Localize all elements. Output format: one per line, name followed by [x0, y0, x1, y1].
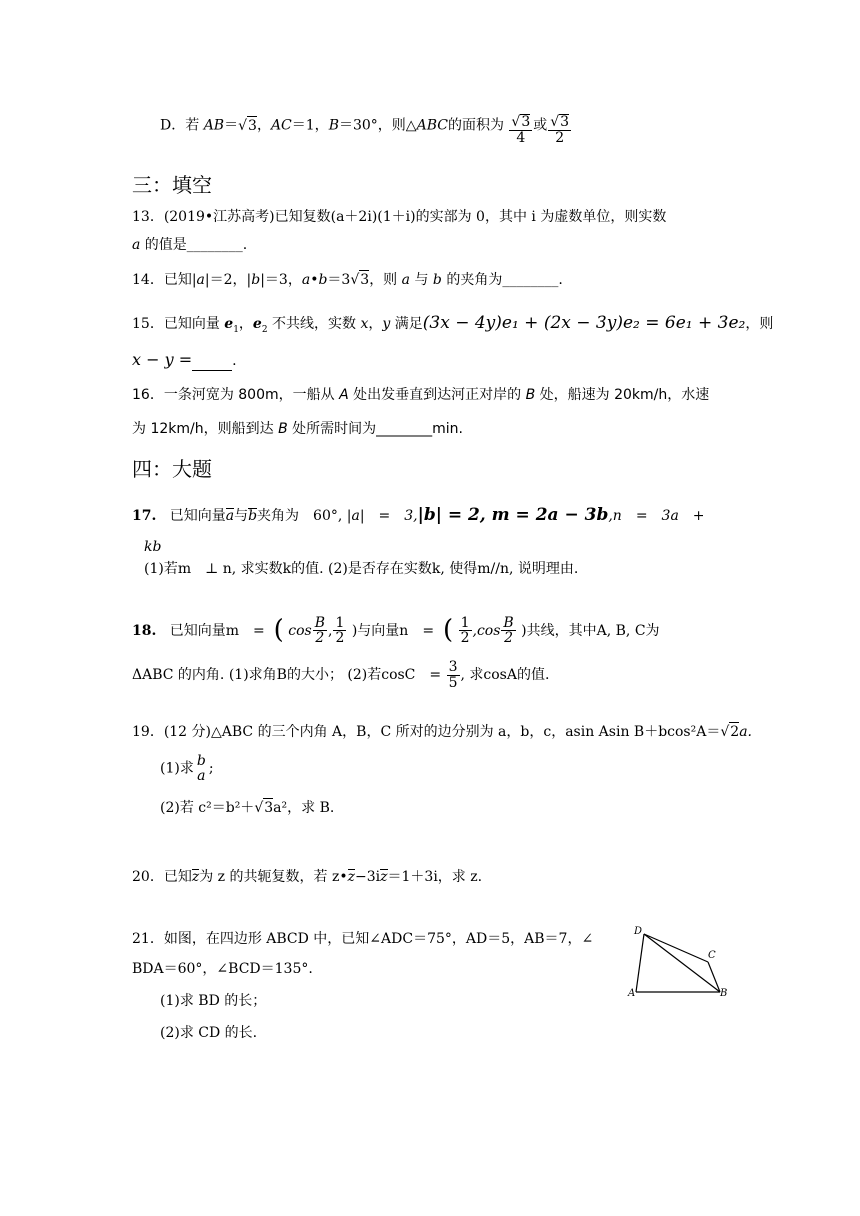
sqrt-icon: √	[720, 724, 730, 740]
var-abc: ABC	[416, 117, 448, 134]
sqrt-icon: √	[350, 272, 360, 288]
label-c: C	[708, 950, 716, 961]
label-b: B	[720, 988, 728, 999]
q19-part1: (1)求 b a ;	[160, 753, 214, 784]
q21-part1: (1)求 BD 的长；	[160, 993, 267, 1009]
q13-blank-text: 的值是________.	[140, 237, 248, 253]
q21-part2: (2)求 CD 的长.	[160, 1025, 258, 1041]
q14: 14．已知|a|＝2，|b|＝3，a•b＝3√3，则 a 与 b 的夹角为________.	[132, 272, 563, 288]
q19-line1: 19．(12 分)△ABC 的三个内角 A，B，C 所对的边分别为 a，b，c，asin Asin B＋bcos²A＝√2a.	[132, 724, 752, 740]
ac-value: ＝1，	[291, 117, 329, 134]
area-text: 的面积为	[447, 117, 504, 134]
q18-line1: 18. 已知向量m = ( cos $\frac{B}{2}$ , $\frac{1}{2}$ )与向量n = ( $\frac{1}{2}$ ,cos $\frac{B}{2}$ )共线，其中A, B, C为	[132, 614, 660, 647]
fraction-2: $\frac{√3}{2}$	[550, 114, 570, 146]
q17-line1: 17. 已知向量a与b夹角为 60°, |a| = 3,|b| = 2, m = 2a − 3b,n = 3a +	[132, 505, 705, 525]
sqrt-icon: √	[254, 800, 264, 816]
q15-line2: x − y = .	[132, 350, 237, 371]
or-text: 或	[533, 117, 548, 134]
var-ab: AB	[203, 117, 225, 134]
var-b: B	[328, 117, 339, 134]
angle-value: ＝30°，则△	[338, 117, 417, 134]
option-d-prefix: D．若	[160, 117, 204, 134]
q13-line1: 13．(2019•江苏高考)已知复数(a＋2i)(1＋i)的实部为 0，其中 i 为虚数单位，则实数	[132, 209, 667, 225]
q19-part2: (2)若 c²＝b²＋√3a²，求 B.	[160, 800, 335, 816]
edge-da	[636, 934, 644, 992]
var-ac: AC	[270, 117, 292, 134]
label-d: D	[634, 926, 643, 937]
sqrt-value: 3	[248, 117, 257, 134]
fraction-1: $\frac{√3}{4}$	[511, 114, 531, 146]
label-a: A	[628, 988, 636, 999]
option-d	[160, 110, 572, 146]
q16-line2: 为 12km/h，则船到达 B 处所需时间为________min.	[132, 421, 463, 437]
q21-line2: BDA＝60°，∠BCD＝135°.	[132, 961, 313, 977]
q18-line2: ΔABC 的内角. (1)求角B的大小； (2)若cosC = $\frac{3}{5}$ , 求cosA的值.	[132, 659, 550, 691]
section-title-big-questions: 四：大题	[132, 457, 212, 481]
q15-line1: 15．已知向量 $e_1$，$e_2$ 不共线，实数 x，y 满足(3x − 4y)e₁ + (2x − 3y)e₂ = 6e₁ + 3e₂，则	[132, 313, 774, 335]
q16-line1: 16．一条河宽为 800m，一船从 A 处出发垂直到达河正对岸的 B 处，船速为 20km/h，水速	[132, 387, 710, 403]
q21-line1: 21．如图，在四边形 ABCD 中，已知∠ADC＝75°，AD＝5，AB＝7，∠	[132, 931, 594, 947]
separator: ，	[256, 117, 271, 134]
section-title-fill-blank: 三：填空	[132, 173, 212, 197]
q17-line3: (1)若m ⊥ n, 求实数k的值. (2)是否存在实数k, 使得m//n, 说明理由.	[144, 561, 579, 577]
equals: ＝	[224, 117, 239, 134]
sqrt-icon: √	[238, 117, 248, 134]
q13-line2	[132, 236, 247, 254]
q17-line2: kb	[144, 539, 162, 555]
q15-equation: (3x − 4y)e₁ + (2x − 3y)e₂ = 6e₁ + 3e₂	[422, 313, 746, 333]
var-a: a	[132, 237, 141, 253]
quadrilateral-figure	[626, 922, 736, 1002]
answer-blank[interactable]	[192, 352, 232, 371]
q20: 20．已知z为 z 的共轭复数，若 z•z−3iz＝1＋3i，求 z.	[132, 869, 483, 885]
